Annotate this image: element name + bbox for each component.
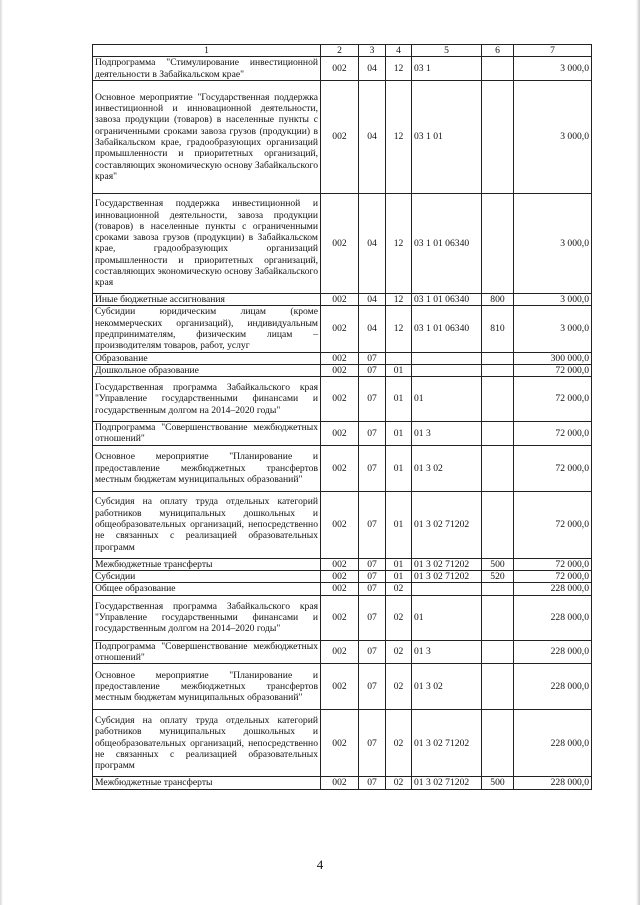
row-csr-cell [412, 352, 482, 364]
row-rz-cell: 07 [359, 640, 386, 664]
row-sum-cell: 72 000,0 [514, 445, 592, 491]
header-cell-5: 5 [412, 45, 482, 57]
row-csr-cell: 01 [412, 595, 482, 640]
row-rz-cell: 07 [359, 364, 386, 376]
table-row [93, 595, 592, 640]
row-vr-cell [482, 80, 514, 193]
row-vr-cell: 520 [482, 571, 514, 583]
row-rz-cell: 07 [359, 558, 386, 570]
row-rz-cell: 07 [359, 422, 386, 446]
row-name-cell: Дошкольное образование [93, 364, 321, 376]
row-pr-cell: 02 [386, 595, 412, 640]
row-name-cell: Иные бюджетные ассигнования [93, 293, 321, 305]
header-cell-1: 1 [93, 45, 321, 57]
row-sum-cell: 72 000,0 [514, 558, 592, 570]
table-row [93, 364, 592, 376]
table-row [93, 664, 592, 710]
row-rz-cell: 07 [359, 583, 386, 595]
row-rz-cell: 07 [359, 777, 386, 789]
table-row [93, 193, 592, 293]
row-csr-cell: 03 1 01 06340 [412, 293, 482, 305]
table-row [93, 491, 592, 558]
row-name-cell: Образование [93, 352, 321, 364]
row-name-cell: Государственная программа Забайкальского края "Управление государственными финансами и государственным долгом на 2014–2020 годы" [93, 595, 321, 640]
row-name-cell: Основное мероприятие "Государственная поддержка инвестиционной и инновационной деятельности, завоза продукции (товаров) в населенные пункты с ограниченными сроками завоза грузов (продукции) в Забайкальском крае, градообразующих организаций промышленности и приоритетных организаций, составляющих экономическую основу Забайкальского края" [93, 80, 321, 193]
row-sum-cell: 300 000,0 [514, 352, 592, 364]
row-rz-cell: 07 [359, 595, 386, 640]
row-sum-cell: 3 000,0 [514, 306, 592, 352]
row-name-cell: Субсидии [93, 571, 321, 583]
row-rz-cell: 04 [359, 193, 386, 293]
row-pr-cell: 02 [386, 583, 412, 595]
row-vr-cell: 500 [482, 777, 514, 789]
row-vr-cell [482, 57, 514, 81]
row-vr-cell [482, 364, 514, 376]
row-sum-cell: 72 000,0 [514, 364, 592, 376]
row-name-cell: Основное мероприятие "Планирование и предоставление межбюджетных трансфертов местным бюджетам муниципальных образований" [93, 664, 321, 710]
row-sum-cell: 228 000,0 [514, 583, 592, 595]
row-name-cell: Субсидия на оплату труда отдельных категорий работников муниципальных дошкольных и общеобразовательных организаций, непосредственно не связанных с реализацией образовательных программ [93, 491, 321, 558]
header-cell-4: 4 [386, 45, 412, 57]
row-csr-cell: 01 [412, 377, 482, 422]
row-ved-cell: 002 [321, 57, 359, 81]
row-pr-cell: 12 [386, 80, 412, 193]
row-rz-cell: 04 [359, 57, 386, 81]
row-csr-cell: 03 1 [412, 57, 482, 81]
row-csr-cell: 01 3 02 71202 [412, 777, 482, 789]
row-ved-cell: 002 [321, 445, 359, 491]
row-ved-cell: 002 [321, 293, 359, 305]
table-row [93, 640, 592, 664]
row-csr-cell: 03 1 01 06340 [412, 193, 482, 293]
row-pr-cell: 02 [386, 777, 412, 789]
row-sum-cell: 228 000,0 [514, 777, 592, 789]
row-pr-cell: 02 [386, 640, 412, 664]
row-pr-cell: 12 [386, 193, 412, 293]
table-row [93, 422, 592, 446]
header-cell-2: 2 [321, 45, 359, 57]
row-ved-cell: 002 [321, 777, 359, 789]
row-pr-cell: 02 [386, 710, 412, 777]
row-vr-cell [482, 640, 514, 664]
row-name-cell: Субсидии юридическим лицам (кроме некоммерческих организаций), индивидуальным предпринимателям, физическим лицам – производителям товаров, работ, услуг [93, 306, 321, 352]
table-row [93, 352, 592, 364]
row-ved-cell: 002 [321, 583, 359, 595]
row-vr-cell: 810 [482, 306, 514, 352]
row-ved-cell: 002 [321, 664, 359, 710]
row-name-cell: Межбюджетные трансферты [93, 777, 321, 789]
row-csr-cell: 01 3 02 [412, 445, 482, 491]
row-csr-cell [412, 583, 482, 595]
row-name-cell: Подпрограмма "Совершенствование межбюджетных отношений" [93, 640, 321, 664]
table-row [93, 710, 592, 777]
row-pr-cell: 12 [386, 293, 412, 305]
row-ved-cell: 002 [321, 491, 359, 558]
table-row [93, 377, 592, 422]
page-number: 4 [316, 857, 324, 872]
row-csr-cell: 01 3 [412, 640, 482, 664]
row-sum-cell: 228 000,0 [514, 595, 592, 640]
row-csr-cell: 01 3 02 71202 [412, 710, 482, 777]
row-vr-cell [482, 595, 514, 640]
row-sum-cell: 228 000,0 [514, 640, 592, 664]
row-ved-cell: 002 [321, 80, 359, 193]
row-ved-cell: 002 [321, 352, 359, 364]
row-name-cell: Общее образование [93, 583, 321, 595]
row-pr-cell: 02 [386, 664, 412, 710]
row-ved-cell: 002 [321, 558, 359, 570]
row-pr-cell: 01 [386, 422, 412, 446]
row-ved-cell: 002 [321, 710, 359, 777]
row-pr-cell: 01 [386, 571, 412, 583]
row-rz-cell: 04 [359, 293, 386, 305]
budget-table [92, 44, 592, 790]
row-vr-cell: 800 [482, 293, 514, 305]
row-ved-cell: 002 [321, 364, 359, 376]
row-ved-cell: 002 [321, 595, 359, 640]
row-sum-cell: 72 000,0 [514, 491, 592, 558]
row-rz-cell: 07 [359, 664, 386, 710]
row-sum-cell: 3 000,0 [514, 80, 592, 193]
row-pr-cell: 12 [386, 57, 412, 81]
row-ved-cell: 002 [321, 306, 359, 352]
row-ved-cell: 002 [321, 377, 359, 422]
row-name-cell: Подпрограмма "Совершенствование межбюджетных отношений" [93, 422, 321, 446]
row-sum-cell: 3 000,0 [514, 57, 592, 81]
row-vr-cell: 500 [482, 558, 514, 570]
row-vr-cell [482, 710, 514, 777]
row-sum-cell: 228 000,0 [514, 664, 592, 710]
row-vr-cell [482, 193, 514, 293]
row-vr-cell [482, 664, 514, 710]
row-name-cell: Государственная программа Забайкальского края "Управление государственными финансами и государственным долгом на 2014–2020 годы" [93, 377, 321, 422]
row-pr-cell: 12 [386, 306, 412, 352]
row-rz-cell: 07 [359, 710, 386, 777]
table-row [93, 777, 592, 789]
row-csr-cell [412, 364, 482, 376]
row-sum-cell: 72 000,0 [514, 377, 592, 422]
row-pr-cell [386, 352, 412, 364]
row-vr-cell [482, 491, 514, 558]
row-pr-cell: 01 [386, 377, 412, 422]
row-csr-cell: 01 3 02 71202 [412, 571, 482, 583]
row-vr-cell [482, 422, 514, 446]
row-pr-cell: 01 [386, 364, 412, 376]
row-csr-cell: 01 3 02 [412, 664, 482, 710]
scan-edge-right [636, 0, 640, 905]
row-vr-cell [482, 377, 514, 422]
row-rz-cell: 07 [359, 491, 386, 558]
row-rz-cell: 04 [359, 306, 386, 352]
row-name-cell: Межбюджетные трансферты [93, 558, 321, 570]
row-sum-cell: 228 000,0 [514, 710, 592, 777]
row-vr-cell [482, 352, 514, 364]
row-vr-cell [482, 583, 514, 595]
row-csr-cell: 01 3 02 71202 [412, 491, 482, 558]
table-row [93, 571, 592, 583]
row-name-cell: Основное мероприятие "Планирование и предоставление межбюджетных трансфертов местным бюджетам муниципальных образований" [93, 445, 321, 491]
row-name-cell: Субсидия на оплату труда отдельных категорий работников муниципальных дошкольных и общеобразовательных организаций, непосредственно не связанных с реализацией образовательных программ [93, 710, 321, 777]
row-rz-cell: 07 [359, 352, 386, 364]
row-pr-cell: 01 [386, 445, 412, 491]
table-row [93, 80, 592, 193]
table-row [93, 293, 592, 305]
table-row [93, 558, 592, 570]
row-sum-cell: 3 000,0 [514, 193, 592, 293]
row-vr-cell [482, 445, 514, 491]
row-csr-cell: 01 3 [412, 422, 482, 446]
row-rz-cell: 04 [359, 80, 386, 193]
row-name-cell: Государственная поддержка инвестиционной и инновационной деятельности, завоза продукции (товаров) в населенные пункты с ограниченными сроками завоза грузов (продукции) в Забайкальском крае, градообразующих организаций промышленности и приоритетных организаций, составляющих экономическую основу Забайкальского края [93, 193, 321, 293]
row-rz-cell: 07 [359, 445, 386, 491]
row-ved-cell: 002 [321, 193, 359, 293]
row-name-cell: Подпрограмма "Стимулирование инвестиционной деятельности в Забайкальском крае" [93, 57, 321, 81]
row-rz-cell: 07 [359, 571, 386, 583]
header-cell-3: 3 [359, 45, 386, 57]
header-cell-6: 6 [482, 45, 514, 57]
row-ved-cell: 002 [321, 422, 359, 446]
table-header-row [93, 45, 592, 57]
header-cell-7: 7 [514, 45, 592, 57]
row-csr-cell: 01 3 02 71202 [412, 558, 482, 570]
table-row [93, 57, 592, 81]
row-ved-cell: 002 [321, 640, 359, 664]
row-csr-cell: 03 1 01 06340 [412, 306, 482, 352]
row-pr-cell: 01 [386, 558, 412, 570]
table-row [93, 583, 592, 595]
row-rz-cell: 07 [359, 377, 386, 422]
row-pr-cell: 01 [386, 491, 412, 558]
row-sum-cell: 72 000,0 [514, 422, 592, 446]
row-sum-cell: 72 000,0 [514, 571, 592, 583]
scan-edge-left [0, 0, 3, 905]
row-csr-cell: 03 1 01 [412, 80, 482, 193]
row-ved-cell: 002 [321, 571, 359, 583]
table-row [93, 445, 592, 491]
row-sum-cell: 3 000,0 [514, 293, 592, 305]
table-row [93, 306, 592, 352]
